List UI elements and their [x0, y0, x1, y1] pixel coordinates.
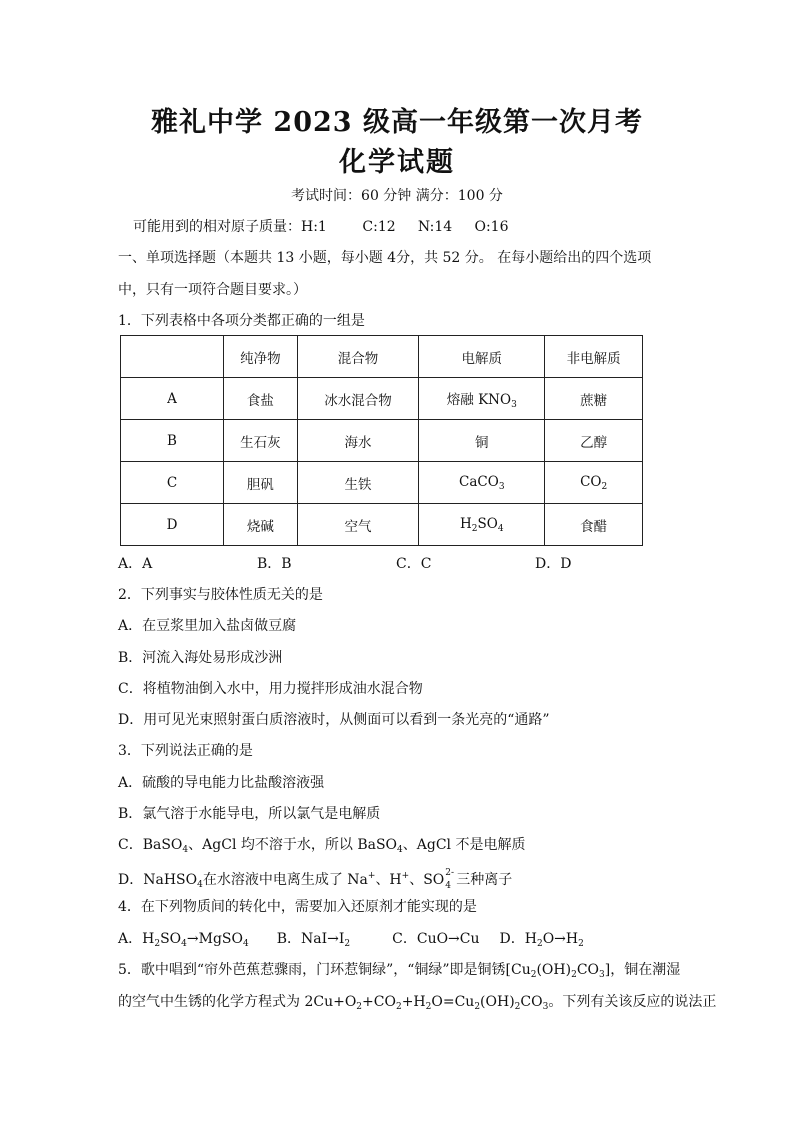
table-cell: 铜 [419, 420, 545, 462]
question-2-option-a: A．在豆浆里加入盐卤做豆腐 [118, 618, 297, 634]
table-cell: B [121, 420, 224, 462]
option-text: 在水溶液中电离生成了 Na [202, 872, 368, 888]
classification-table [120, 335, 643, 546]
question-5-line2: 的空气中生锈的化学方程式为 $2Cu+O_2+CO_2+H_2O=Cu_2(OH)_2CO_3$。下列有关该反应的说法正 [118, 994, 717, 1012]
question-3-option-c: C．BaSO$_4$、AgCl 均不溶于水，所以 BaSO$_4$、AgCl 不是电解质 [118, 837, 526, 855]
table-cell: 烧碱 [224, 504, 298, 546]
table-cell: 胆矾 [224, 462, 298, 504]
question-text: 的空气中生锈的化学方程式为 2Cu+O [118, 994, 357, 1010]
table-row [121, 378, 643, 420]
option-a: A．H [118, 931, 155, 947]
table-header-row [121, 336, 643, 378]
cell-text: H [460, 515, 472, 532]
table-cell: 蔗糖 [545, 378, 643, 420]
table-row [121, 462, 643, 504]
question-3-option-a: A．硫酸的导电能力比盐酸溶液强 [118, 775, 325, 791]
exam-subtitle: 化学试题 [339, 147, 455, 178]
option-text: 、AgCl 均不溶于水，所以 BaSO [188, 837, 398, 853]
option-c: C．C [396, 556, 432, 572]
question-2-option-b: B．河流入海处易形成沙洲 [118, 650, 283, 666]
option-d: D．H [499, 931, 537, 947]
table-row [121, 504, 643, 546]
question-2-option-c: C．将植物油倒入水中，用力搅拌形成油水混合物 [118, 681, 423, 697]
question-2-stem: 2．下列事实与胶体性质无关的是 [118, 587, 323, 603]
option-text: C．BaSO [118, 837, 183, 853]
cell-text: CaCO [459, 473, 499, 490]
option-a: A．A [118, 556, 153, 572]
table-cell: 熔融 $KNO_3$ [419, 378, 545, 420]
table-cell: $CO_2$ [545, 462, 643, 504]
table-cell: 冰水混合物 [297, 378, 419, 420]
table-cell: 生铁 [297, 462, 419, 504]
cell-text: CO [580, 473, 602, 490]
table-cell: 乙醇 [545, 420, 643, 462]
option-d: D．D [535, 556, 572, 572]
table-cell: 空气 [297, 504, 419, 546]
question-4-options: A．$H_2SO_4\to MgSO_4$ B．$NaI\to I_2$ C．CuO→Cu D．$H_2O\to H_2$ [118, 931, 584, 949]
question-5-line1: 5．歌中唱到“帘外芭蕉惹骤雨，门环惹铜绿”，“铜绿”即是铜锈$[Cu_2(OH)_2CO_3]$，铜在潮湿 [118, 962, 681, 980]
sulfate-charge: 2- 4 [445, 868, 455, 891]
question-3-option-d: D．NaHSO$_4$在水溶液中电离生成了 Na+、H+、SO 2- 4 三种离子 [118, 868, 513, 891]
table-row [121, 420, 643, 462]
question-3-option-b: B．氯气溶于水能导电，所以氯气是电解质 [118, 806, 381, 822]
table-header-cell: 电解质 [419, 336, 545, 378]
table-cell: 食盐 [224, 378, 298, 420]
question-2-option-d: D．用可见光束照射蛋白质溶液时，从侧面可以看到一条光亮的“通路” [118, 712, 550, 728]
option-text: 、SO [409, 872, 445, 888]
atomic-mass-line: 可能用到的相对原子质量：H:1 C:12 N:14 O:16 [133, 219, 509, 235]
section-heading-line2: 中，只有一项符合题目要求。） [118, 282, 307, 298]
option-text: 、H [375, 872, 402, 888]
question-4-stem: 4．在下列物质间的转化中，需要加入还原剂才能实现的是 [118, 899, 477, 915]
exam-title: 雅礼中学 2023 级高一年级第一次月考 [151, 107, 643, 138]
question-3-stem: 3．下列说法正确的是 [118, 743, 253, 759]
option-text: 三种离子 [456, 872, 513, 888]
table-header-cell: 纯净物 [224, 336, 298, 378]
table-header-cell: 非电解质 [545, 336, 643, 378]
option-text: 、AgCl 不是电解质 [402, 837, 526, 853]
option-text: D．NaHSO [118, 872, 198, 888]
table-cell: $H_2SO_4$ [419, 504, 545, 546]
table-header-cell [121, 336, 224, 378]
table-header-cell: 混合物 [297, 336, 419, 378]
cell-text: 熔融 KNO [446, 391, 512, 408]
question-1-stem: 1．下列表格中各项分类都正确的一组是 [118, 313, 365, 329]
table-cell: 食醋 [545, 504, 643, 546]
option-c: C．CuO→Cu [392, 931, 480, 947]
table-cell: D [121, 504, 224, 546]
table-cell: 海水 [297, 420, 419, 462]
table-cell: A [121, 378, 224, 420]
table-cell: CaCO$_3$ [419, 462, 545, 504]
option-b: B．B [257, 556, 292, 572]
exam-info: 考试时间：60 分钟 满分：100 分 [291, 188, 503, 204]
question-text: 5．歌中唱到“帘外芭蕉惹骤雨，门环惹铜绿”，“铜绿”即是铜锈[Cu [118, 962, 531, 978]
option-b: B．NaI→I [276, 931, 345, 947]
section-heading-line1: 一、单项选择题（本题共 13 小题，每小题 4分，共 52 分。 在每小题给出的四个选项 [118, 250, 652, 266]
table-cell: 生石灰 [224, 420, 298, 462]
table-cell: C [121, 462, 224, 504]
